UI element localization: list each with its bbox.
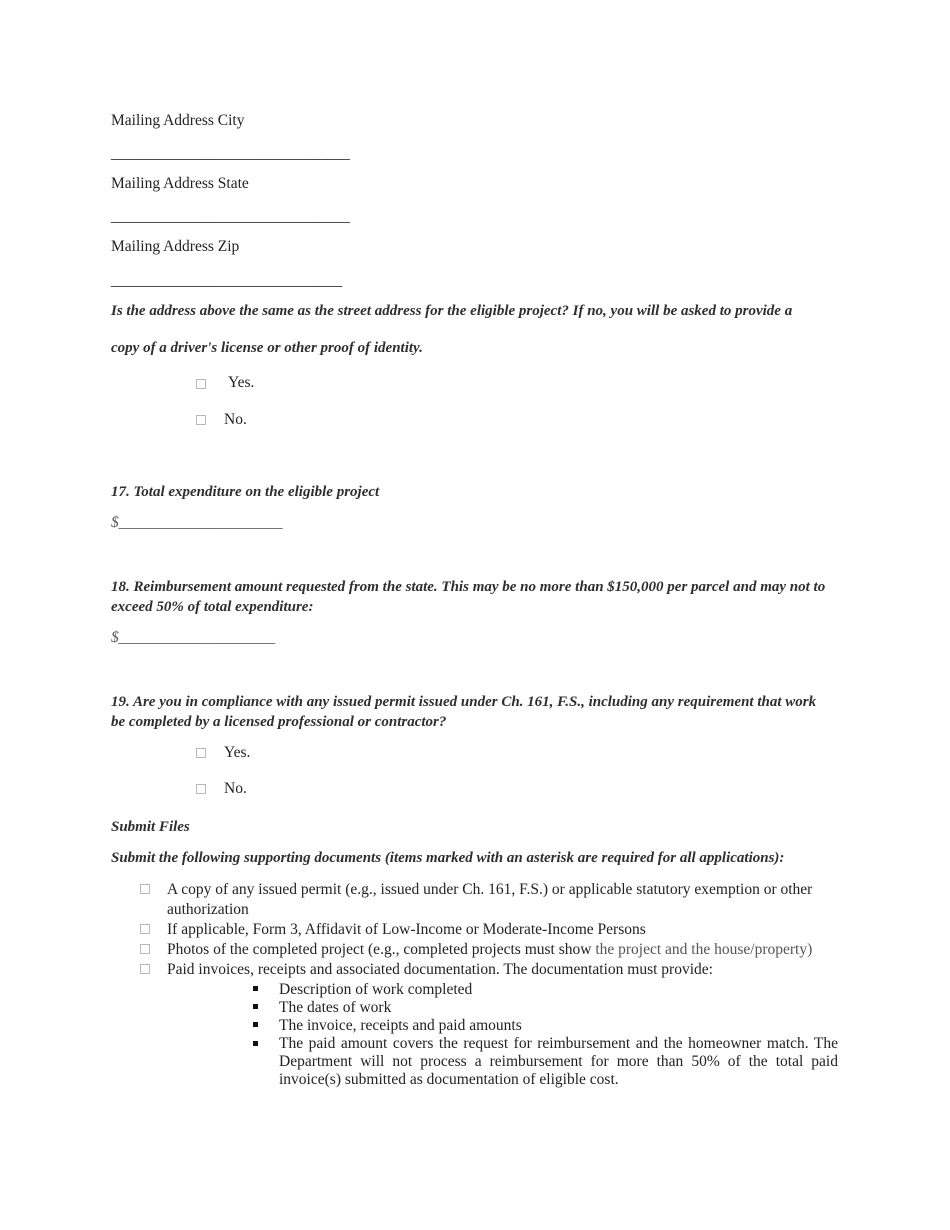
- q19-label: 19. Are you in compliance with any issued permit issued under Ch. 161, F.S., including any requirement that work be completed by a licensed professional or contractor?: [111, 694, 817, 730]
- doc-checkbox-invoices[interactable]: [140, 964, 150, 974]
- mailing-city-input[interactable]: ________________________________: [111, 145, 350, 162]
- q18-amount-input[interactable]: $_____________________: [111, 629, 275, 646]
- mailing-zip-label: Mailing Address Zip: [111, 238, 240, 255]
- doc-checkbox-form3[interactable]: [140, 924, 150, 934]
- sub-item-description: Description of work completed: [279, 981, 473, 998]
- q18-label: 18. Reimbursement amount requested from the state. This may be no more than $150,000 per parcel and may not to exceed 50% of total expenditure:: [111, 579, 826, 615]
- q19-no-label: No.: [224, 780, 247, 797]
- submit-files-heading: Submit Files: [111, 819, 190, 835]
- q19-yes-label: Yes.: [224, 744, 251, 761]
- address-yes-checkbox[interactable]: [196, 379, 206, 389]
- doc-item-photos-suffix: the project and the house/property): [591, 941, 813, 958]
- mailing-state-label: Mailing Address State: [111, 175, 249, 192]
- bullet-square-icon: [253, 1041, 258, 1046]
- doc-item-invoices: Paid invoices, receipts and associated documentation. The documentation must provide:: [167, 961, 713, 978]
- doc-checkbox-photos[interactable]: [140, 944, 150, 954]
- q19-no-checkbox[interactable]: [196, 784, 206, 794]
- mailing-zip-input[interactable]: _______________________________: [111, 272, 342, 289]
- doc-item-permit: A copy of any issued permit (e.g., issued under Ch. 161, F.S.) or applicable statutory exemption or other authorization: [167, 881, 813, 918]
- address-no-label: No.: [224, 411, 247, 428]
- doc-checkbox-permit[interactable]: [140, 884, 150, 894]
- doc-item-form3: If applicable, Form 3, Affidavit of Low-Income or Moderate-Income Persons: [167, 921, 646, 938]
- q17-amount-input[interactable]: $______________________: [111, 514, 283, 531]
- bullet-square-icon: [253, 1004, 258, 1009]
- address-no-checkbox[interactable]: [196, 415, 206, 425]
- bullet-square-icon: [253, 986, 258, 991]
- doc-item-photos-text: Photos of the completed project (e.g., completed projects must show: [167, 941, 592, 958]
- address-yes-label: Yes.: [228, 374, 255, 391]
- q17-label: 17. Total expenditure on the eligible project: [111, 484, 380, 500]
- mailing-state-input[interactable]: ________________________________: [111, 208, 350, 225]
- sub-item-invoice-amounts: The invoice, receipts and paid amounts: [279, 1017, 522, 1034]
- sub-item-dates: The dates of work: [279, 999, 392, 1016]
- address-question-line2: copy of a driver's license or other proof of identity.: [111, 340, 423, 356]
- submit-instructions: Submit the following supporting documents (items marked with an asterisk are required for all applications):: [111, 850, 785, 866]
- address-question-line1: Is the address above the same as the street address for the eligible project? If no, you will be asked to provide a: [111, 303, 793, 319]
- mailing-city-label: Mailing Address City: [111, 112, 245, 129]
- q19-yes-checkbox[interactable]: [196, 748, 206, 758]
- sub-item-paid-amount: The paid amount covers the request for reimbursement and the homeowner match. The Department will not process a reimbursement for more than 50% of the total paid invoice(s) submitted as documentation of eligible cost.: [279, 1035, 838, 1088]
- bullet-square-icon: [253, 1022, 258, 1027]
- doc-item-photos: [167, 940, 812, 960]
